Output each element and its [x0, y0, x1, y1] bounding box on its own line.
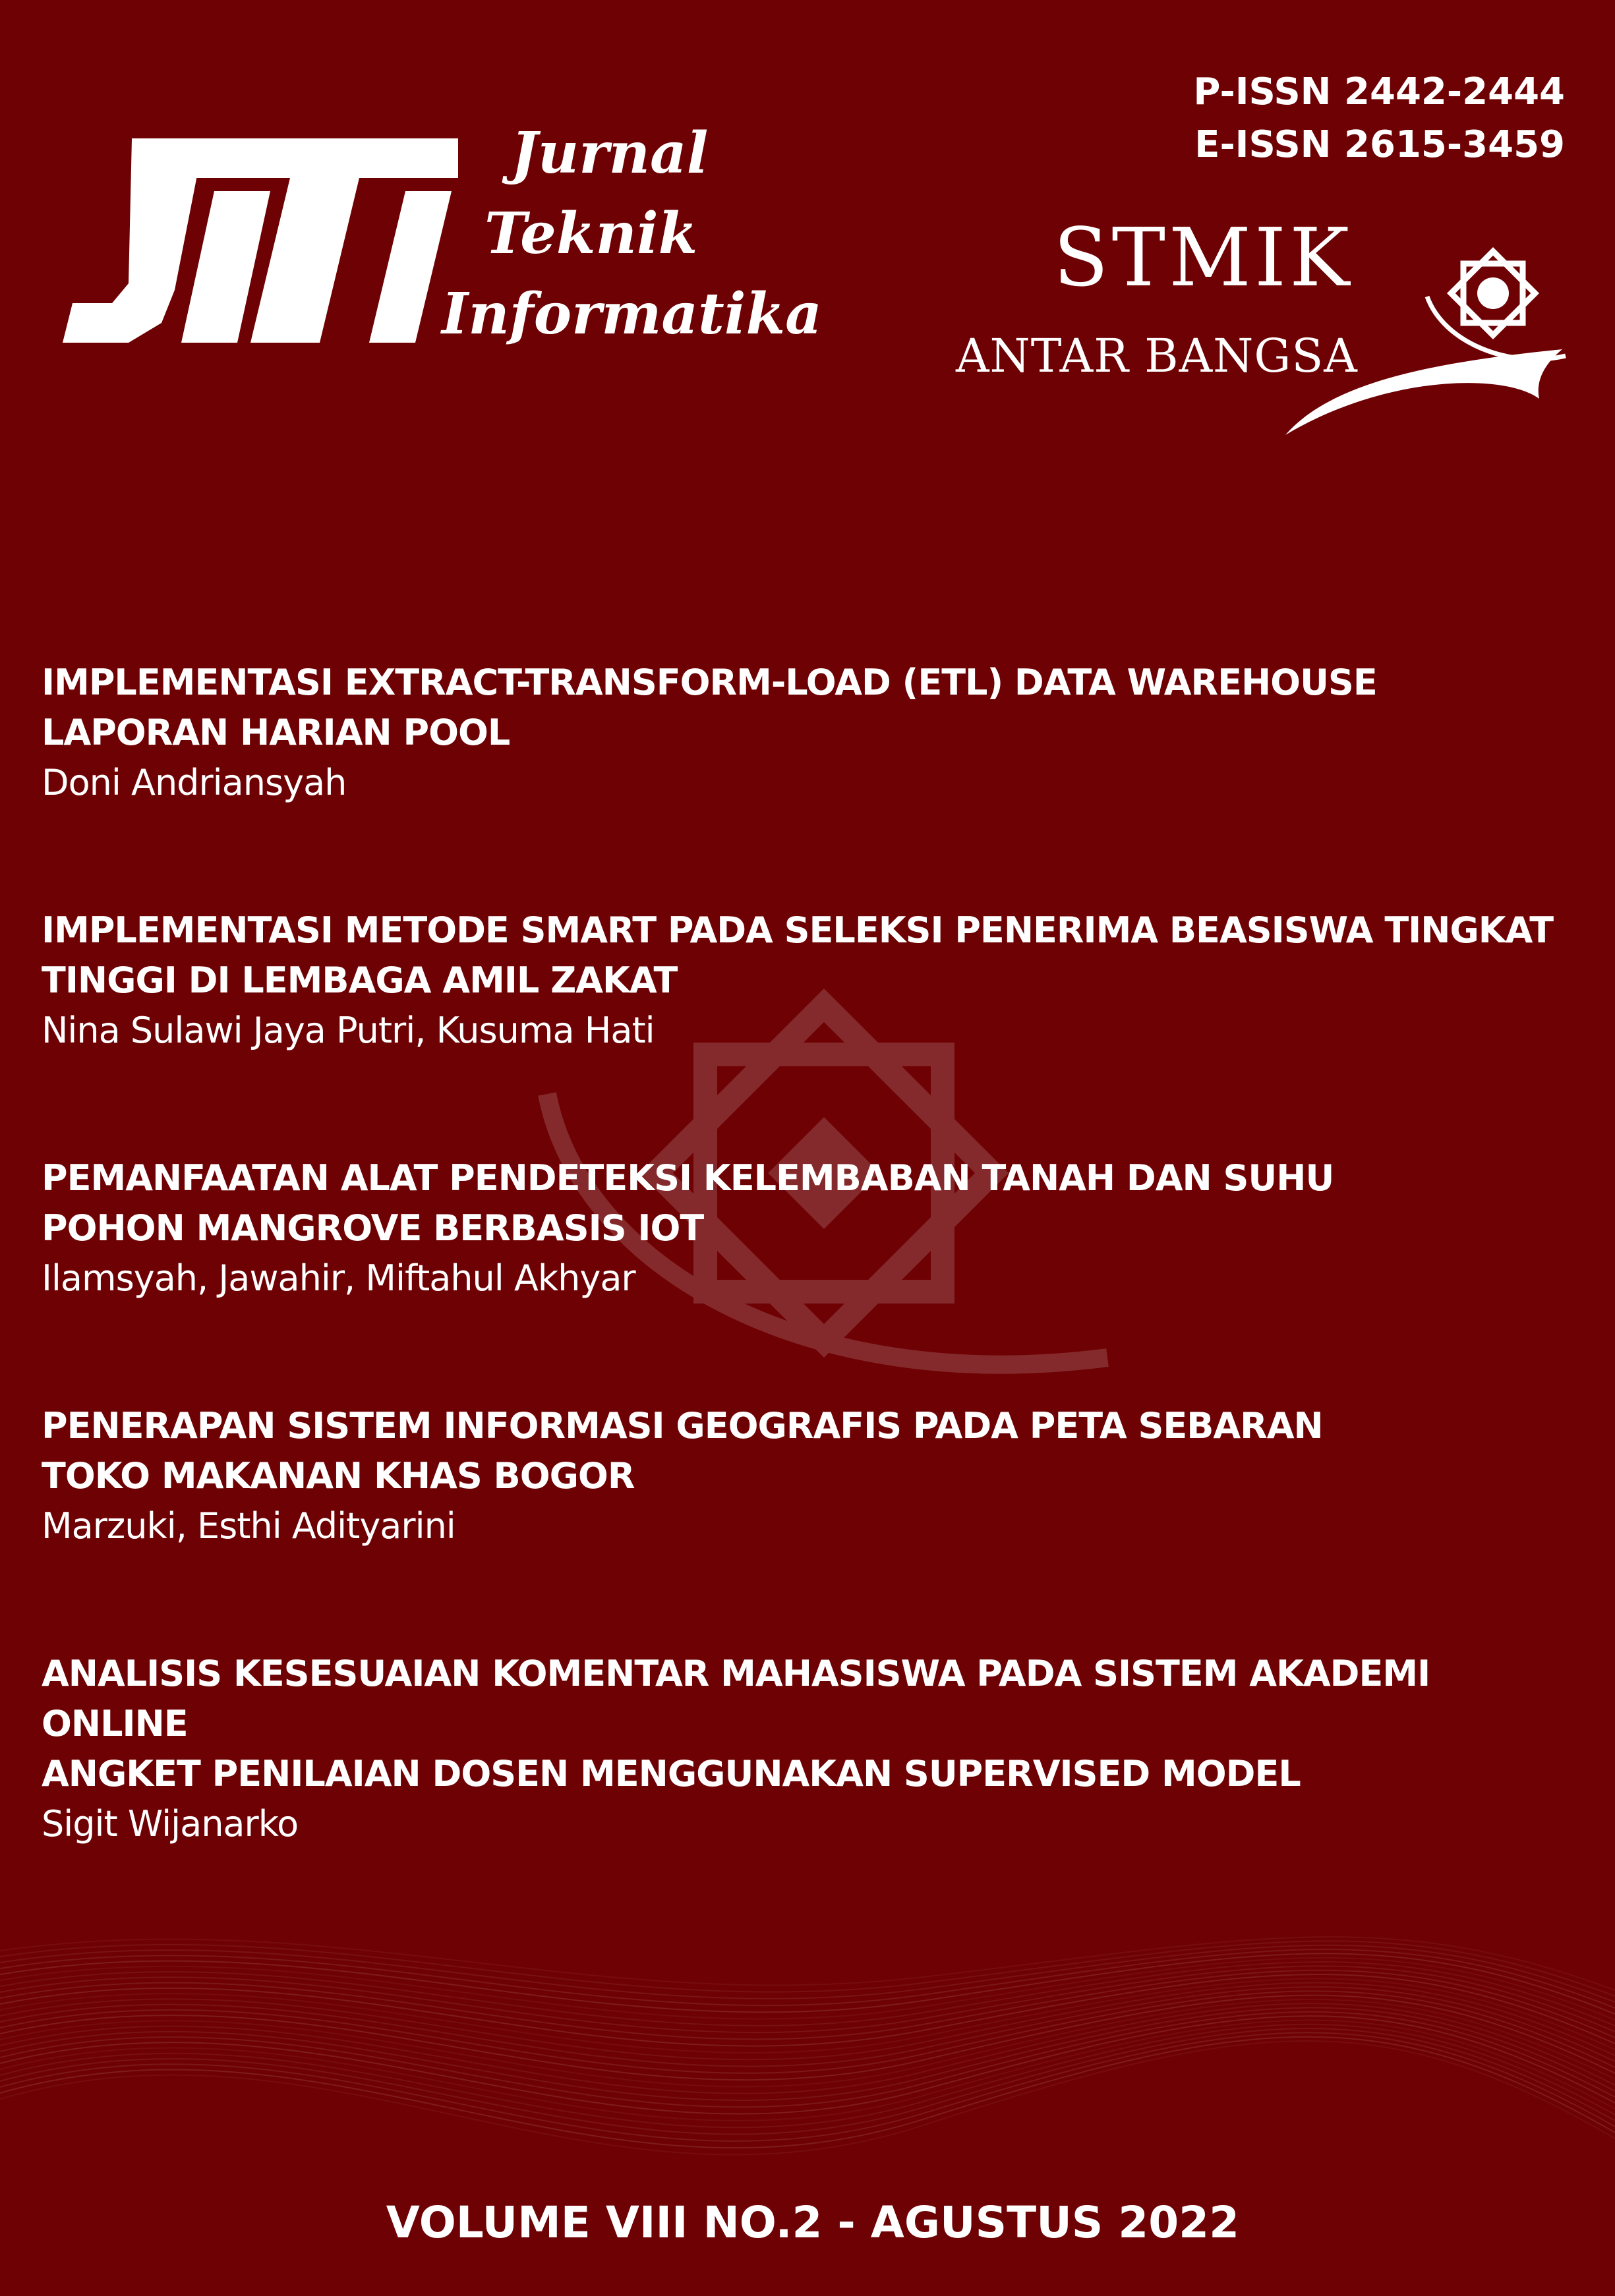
journal-name-line-3: Informatika: [442, 281, 822, 347]
article-title-line: IMPLEMENTASI EXTRACT-TRANSFORM-LOAD (ETL) DATA WAREHOUSE: [42, 662, 1377, 703]
institution-subname: ANTAR BANGSA: [956, 329, 1358, 383]
logo-letter-j: [63, 138, 204, 343]
online-issn: E-ISSN 2615-3459: [1194, 123, 1565, 166]
article-item: [42, 658, 1558, 905]
journal-name-line-1: Jurnal: [511, 120, 709, 187]
wave-line: [0, 2012, 1615, 2107]
article-authors: Sigit Wijanarko: [42, 1803, 299, 1845]
wave-line: [0, 1987, 1615, 2066]
article-authors: Doni Andriansyah: [42, 762, 347, 803]
wave-line: [0, 2008, 1615, 2100]
wave-line: [0, 1949, 1615, 2008]
article-item: [42, 1153, 1558, 1401]
jti-logo: [49, 125, 458, 362]
issn-block: [1193, 66, 1565, 171]
institution-name: STMIK: [1053, 211, 1353, 304]
article-title-line: LAPORAN HARIAN POOL: [42, 712, 510, 753]
article-authors: Nina Sulawi Jaya Putri, Kusuma Hati: [42, 1010, 655, 1051]
bina-emblem-icon: [1417, 217, 1569, 369]
article-item: [42, 905, 1558, 1153]
article-list: [42, 658, 1558, 1897]
article-authors: Ilamsyah, Jawahir, Miftahul Akhyar: [42, 1257, 635, 1299]
article-title-line: TOKO MAKANAN KHAS BOGOR: [42, 1455, 635, 1497]
article-title-line: TINGGI DI LEMBAGA AMIL ZAKAT: [42, 960, 678, 1001]
wave-line: [0, 2003, 1615, 2093]
article-title-line: ANGKET PENILAIAN DOSEN MENGGUNAKAN SUPERVISED MODEL: [42, 1753, 1301, 1794]
article-title-line: IMPLEMENTASI METODE SMART PADA SELEKSI PENERIMA BEASISWA TINGKAT: [42, 909, 1554, 951]
journal-name-line-2: Teknik: [484, 200, 698, 267]
wave-line: [0, 2032, 1615, 2140]
journal-name: [435, 120, 822, 347]
article-authors: Marzuki, Esthi Adityarini: [42, 1505, 455, 1547]
institution-logo: [936, 211, 1569, 442]
article-title-line: PENERAPAN SISTEM INFORMASI GEOGRAFIS PADA PETA SEBARAN: [42, 1405, 1323, 1447]
print-issn: P-ISSN 2442-2444: [1193, 71, 1565, 113]
article-item: [42, 1649, 1558, 1897]
article-title-line: ANALISIS KESESUAIAN KOMENTAR MAHASISWA PADA SISTEM AKADEMI ONLINE: [42, 1653, 1430, 1744]
article-title-line: PEMANFAATAN ALAT PENDETEKSI KELEMBABAN TANAH DAN SUHU: [42, 1157, 1334, 1199]
article-title-line: POHON MANGROVE BERBASIS IOT: [42, 1207, 704, 1249]
volume-issue-label: VOLUME VIII NO.2 - AGUSTUS 2022: [386, 2197, 1239, 2248]
article-item: [42, 1401, 1558, 1649]
